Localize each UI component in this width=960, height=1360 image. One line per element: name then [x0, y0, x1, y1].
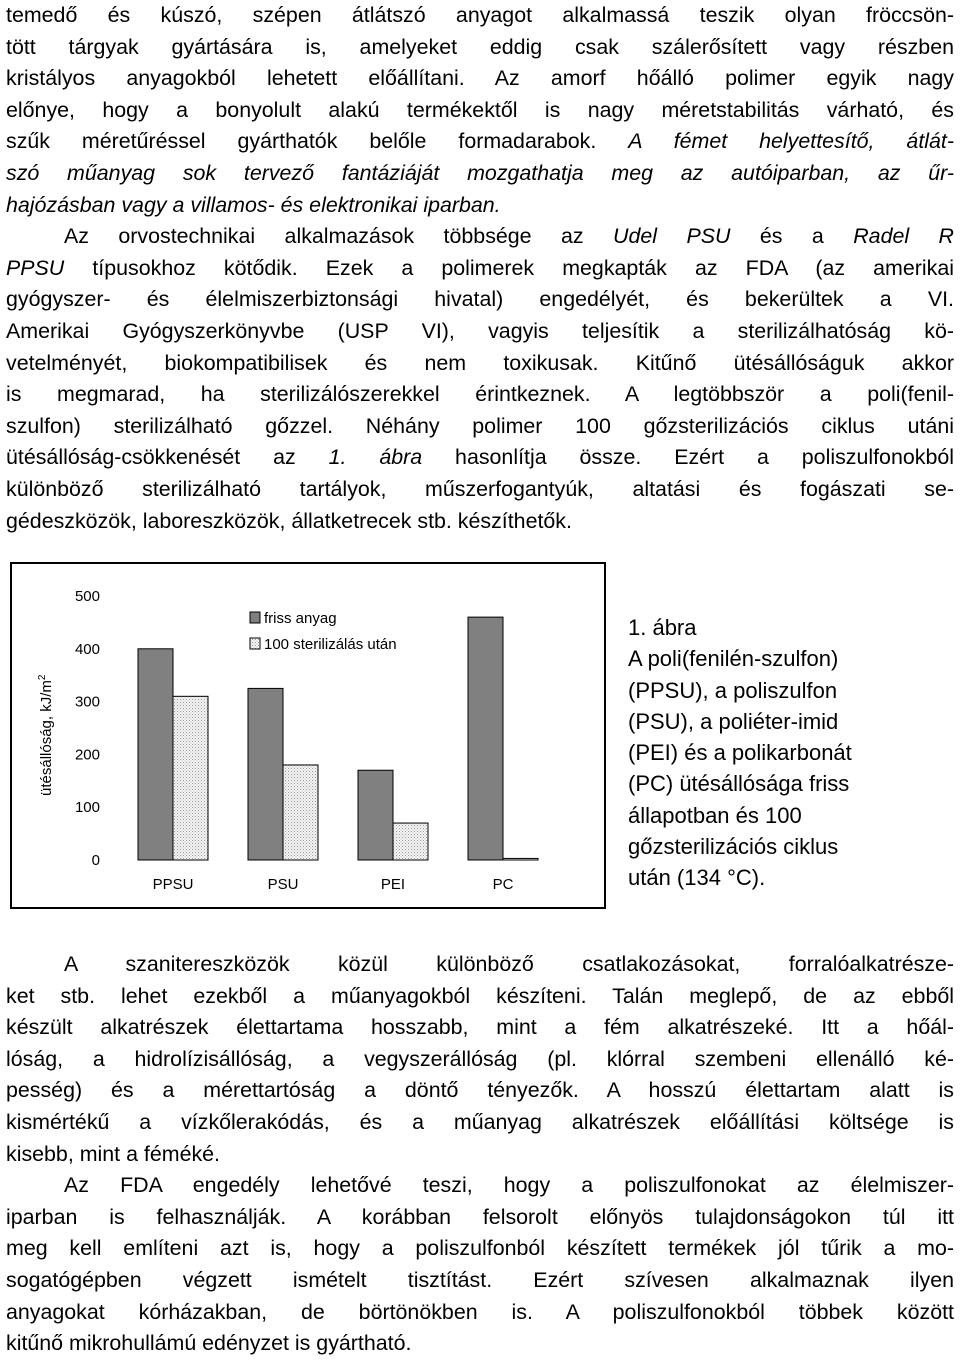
bar-pei-fresh [358, 770, 393, 860]
caption-line: 1. ábra [628, 615, 697, 640]
text-line: kitűnő mikrohullámú edényzet is gyártható. [6, 1331, 412, 1356]
text-line: temedő és kúszó, szépen átlátszó anyagot alkalmassá teszik olyan fröccsön- [6, 3, 954, 27]
text-line: Amerikai Gyógyszerkönyvbe (USP VI), vagyis teljesítik a sterilizálhatóság kö- [6, 318, 954, 343]
text-line: ket stb. lehet ezekből a műanyagokból készíteni. Talán meglepő, de az ebből [6, 983, 954, 1008]
x-tick-label: PC [492, 876, 514, 893]
bar-pc-sterilized [503, 858, 538, 860]
legend-label: friss anyag [264, 610, 337, 627]
text-line: szulfon) sterilizálható gőzzel. Néhány polimer 100 gőzsterilizációs ciklus utáni [6, 413, 954, 438]
caption-line: (PC) ütésállósága friss [628, 771, 850, 797]
text-line: meg kell említeni azt is, hogy a poliszulfonból készített termékek jól tűrik a mo- [6, 1236, 954, 1261]
text-line: kisebb, mint a féméké. [6, 1141, 221, 1166]
text-line: különböző sterilizálható tartályok, műszerfogantyúk, altatási és fogászati se- [6, 476, 954, 501]
text-line: ütésállóság-csökkenését az 1. ábra hasonlítja össze. Ezért a poliszulfonokból [6, 445, 954, 470]
legend-swatch [250, 612, 260, 623]
bar-ppsu-sterilized [173, 696, 208, 860]
bar-chart [12, 564, 608, 911]
legend-label: 100 sterilizálás után [264, 636, 397, 653]
lower-body-text [6, 949, 954, 1360]
caption-line: (PSU), a poliéter-imid [628, 708, 839, 734]
text-line: szó műanyag sok tervező fantáziáját mozgathatja meg az autóiparban, az űr- [6, 160, 954, 185]
bar-ppsu-fresh [138, 649, 173, 860]
text-line: szűk méretűréssel gyárthatók belőle formadarabok. A fémet helyettesítő, átlát- [6, 129, 954, 154]
caption-line: A poli(fenilén-szulfon) [628, 646, 839, 672]
y-tick-label: 100 [74, 799, 100, 817]
text-line: készült alkatrészek élettartama hosszabb, mint a fém alkatrészeké. Itt a hőál- [6, 1015, 954, 1040]
y-axis-tick-labels [75, 588, 100, 869]
text-line: kristályos anyagokból lehetett előállítani. Az amorf hőálló polimer egyik nagy [6, 66, 954, 91]
text-line: gédeszközök, laboreszközök, állatketrecek stb. készíthetők. [6, 508, 572, 533]
bar-psu-fresh [248, 688, 283, 860]
y-tick-label: 300 [74, 693, 100, 711]
bars [138, 617, 538, 860]
x-tick-label: PSU [267, 876, 299, 893]
caption-line: gőzsterilizációs ciklus [628, 834, 839, 860]
caption-line: állapotban és 100 [628, 802, 802, 828]
legend-swatch [250, 638, 260, 649]
y-tick-label: 200 [74, 746, 100, 764]
text-line: sogatógépben végzett ismételt tisztítást. Ezért szívesen alkalmaznak ilyen [6, 1267, 954, 1292]
text-line: A szanitereszközök közül különböző csatlakozásokat, forralóalkatrésze- [64, 952, 954, 976]
text-line: anyagokat kórházakban, de börtönökben is. A poliszulfonokból többek között [6, 1299, 954, 1324]
text-line: iparban is felhasználják. A korábban felsorolt előnyös tulajdonságokon túl itt [6, 1204, 954, 1229]
y-tick-label: 500 [74, 588, 100, 605]
y-axis-label: ütésállóság, $kJ/m^2$ [37, 674, 55, 796]
text-line: vetelményét, biokompatibilisek és nem toxikusak. Kitűnő ütésállóságuk akkor [6, 350, 954, 375]
figure-caption [628, 612, 954, 894]
caption-line: (PEI) és a polikarbonát [628, 740, 852, 766]
x-tick-label: PEI [380, 876, 406, 893]
bar-pei-sterilized [393, 823, 428, 860]
caption-line: után (134 °C). [628, 865, 766, 891]
text-line: kismértékű a vízkőlerakódás, és a műanyag alkatrészek előállítási költsége is [6, 1109, 954, 1134]
text-line: lóság, a hidrolízisállóság, a vegyszerállóság (pl. klórral szembeni ellenálló ké- [6, 1046, 954, 1071]
figure-1-chart [10, 562, 606, 909]
text-line: pesség) és a mérettartóság a döntő tényezők. A hosszú élettartam alatt is [6, 1078, 954, 1103]
bar-psu-sterilized [283, 765, 318, 860]
x-axis-tick-labels [153, 876, 514, 893]
text-line: Az orvostechnikai alkalmazások többsége az Udel PSU és a Radel R [64, 224, 954, 249]
legend [250, 610, 397, 653]
text-line: hajózásban vagy a villamos- és elektronikai iparban. [6, 192, 501, 217]
text-line: tött tárgyak gyártására is, amelyeket eddig csak szálerősített vagy részben [6, 34, 954, 59]
text-line: Az FDA engedély lehetővé teszi, hogy a poliszulfonokat az élelmiszer- [64, 1173, 954, 1198]
upper-body-text [6, 0, 954, 537]
text-line: is megmarad, ha sterilizálószerekkel érintkeznek. A legtöbbször a poli(fenil- [6, 382, 954, 407]
text-line: PPSU típusokhoz kötődik. Ezek a polimerek megkapták az FDA (az amerikai [6, 255, 954, 280]
x-tick-label: PPSU [152, 876, 194, 893]
text-line: előnye, hogy a bonyolult alakú termékektől is nagy méretstabilitás várható, és [6, 97, 954, 122]
caption-line: (PPSU), a poliszulfon [628, 677, 838, 703]
y-tick-label: 0 [91, 852, 100, 869]
text-line: gyógyszer- és élelmiszerbiztonsági hivatal) engedélyét, és bekerültek a VI. [6, 287, 954, 312]
y-tick-label: 400 [74, 640, 100, 658]
bar-pc-fresh [468, 617, 503, 860]
